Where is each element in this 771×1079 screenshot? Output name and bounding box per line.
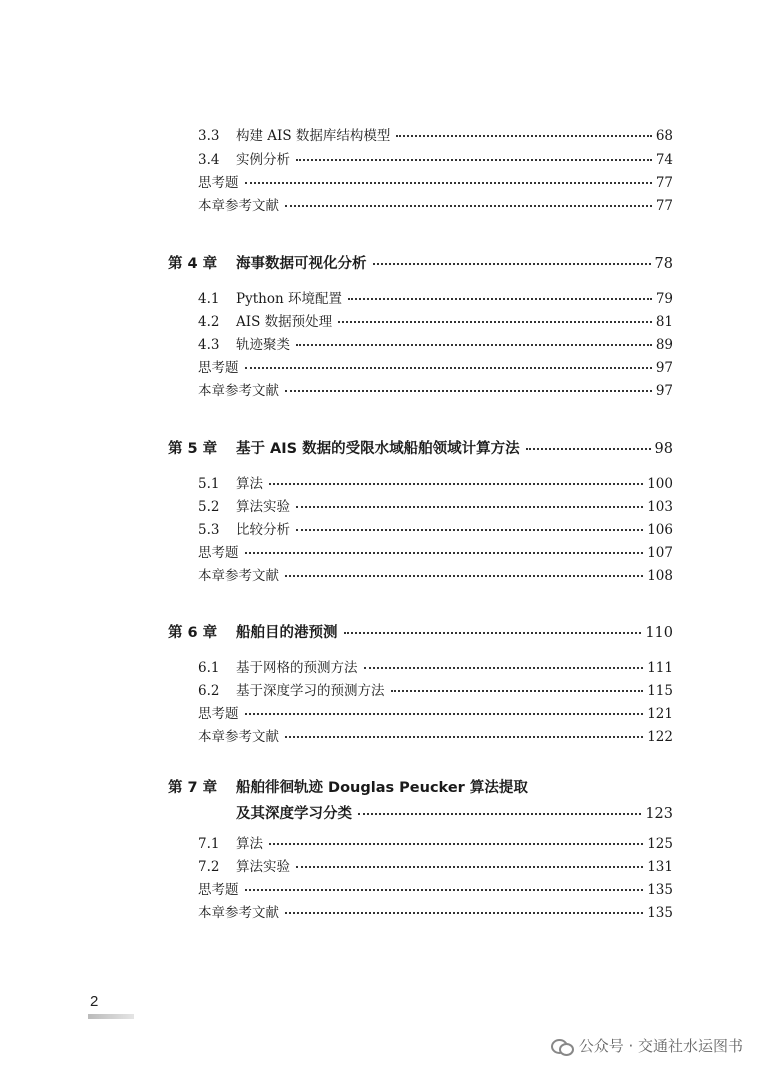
page-number: 81 — [655, 314, 673, 330]
chapter-title-continued: 及其深度学习分类 — [236, 806, 352, 822]
page-number: 77 — [655, 198, 673, 214]
chapter-label: 第 6 章 — [168, 625, 218, 641]
page-number: 97 — [655, 360, 673, 376]
dot-leader — [296, 159, 652, 161]
page-number: 97 — [655, 383, 673, 399]
page-number: 123 — [645, 806, 673, 822]
toc-entry-7-1[interactable] — [198, 832, 673, 852]
dot-leader — [296, 344, 652, 346]
dot-leader — [285, 736, 643, 738]
section-number: 6.1 — [198, 660, 220, 676]
toc-entry-references-5[interactable] — [198, 564, 673, 584]
chapter-label: 第 5 章 — [168, 441, 218, 457]
dot-leader — [245, 552, 644, 554]
page-number: 100 — [647, 476, 673, 492]
dot-leader — [285, 205, 652, 207]
toc-entry-4-3[interactable] — [198, 333, 673, 353]
section-title: 思考题 — [198, 360, 239, 376]
page-number: 98 — [654, 441, 673, 457]
toc-entry-6-2[interactable] — [198, 679, 673, 699]
section-title: 基于深度学习的预测方法 — [236, 683, 385, 699]
dot-leader — [391, 690, 644, 692]
dot-leader — [373, 263, 651, 265]
section-number: 6.2 — [198, 683, 220, 699]
toc-chapter-7-line-1[interactable] — [168, 776, 528, 797]
section-number: 7.2 — [198, 859, 220, 875]
toc-entry-3-4[interactable] — [198, 148, 673, 168]
dot-leader — [526, 448, 651, 450]
dot-leader — [296, 506, 643, 508]
toc-entry-7-2[interactable] — [198, 855, 673, 875]
section-title: 基于网格的预测方法 — [236, 660, 358, 676]
wechat-icon — [551, 1037, 573, 1055]
toc-chapter-5[interactable] — [168, 437, 673, 458]
toc-entry-questions-7[interactable] — [198, 878, 673, 898]
page-number: 108 — [647, 568, 673, 584]
section-title: 比较分析 — [236, 522, 290, 538]
page-number: 125 — [647, 836, 673, 852]
toc-entry-questions-4[interactable] — [198, 356, 673, 376]
dot-leader — [245, 182, 652, 184]
toc-entry-questions-5[interactable] — [198, 541, 673, 561]
page-number: 103 — [647, 499, 673, 515]
section-title: 实例分析 — [236, 152, 290, 168]
toc-entry-questions-3[interactable] — [198, 171, 673, 191]
section-number: 3.3 — [198, 128, 220, 144]
toc-entry-references-4[interactable] — [198, 379, 673, 399]
dot-leader — [269, 483, 643, 485]
chapter-title: 基于 AIS 数据的受限水域船舶领域计算方法 — [236, 441, 520, 457]
section-title: 本章参考文献 — [198, 198, 279, 214]
toc-chapter-6[interactable] — [168, 621, 673, 642]
page-number: 135 — [647, 882, 673, 898]
footer-page-number: 2 — [90, 993, 99, 1010]
section-title: 轨迹聚类 — [236, 337, 290, 353]
footer-page-bar — [88, 1014, 134, 1019]
section-title: 算法 — [236, 476, 263, 492]
chapter-label: 第 4 章 — [168, 256, 218, 272]
section-title: 本章参考文献 — [198, 729, 279, 745]
section-number: 4.2 — [198, 314, 220, 330]
watermark-text: 公众号 · 交通社水运图书 — [578, 1037, 743, 1055]
section-title: 算法实验 — [236, 499, 290, 515]
page-number: 79 — [655, 291, 673, 307]
toc-entry-5-2[interactable] — [198, 495, 673, 515]
section-number: 7.1 — [198, 836, 220, 852]
toc-entry-3-3[interactable] — [198, 124, 673, 144]
section-title: 思考题 — [198, 706, 239, 722]
dot-leader — [285, 912, 643, 914]
dot-leader — [364, 667, 644, 669]
dot-leader — [348, 298, 652, 300]
dot-leader — [338, 321, 652, 323]
section-title: Python 环境配置 — [236, 291, 342, 307]
section-number: 4.3 — [198, 337, 220, 353]
toc-entry-5-3[interactable] — [198, 518, 673, 538]
toc-entry-references-7[interactable] — [198, 901, 673, 921]
dot-leader — [396, 135, 651, 137]
dot-leader — [245, 889, 644, 891]
dot-leader — [269, 843, 643, 845]
page-number: 89 — [655, 337, 673, 353]
toc-entry-4-2[interactable] — [198, 310, 673, 330]
dot-leader — [358, 813, 641, 815]
chapter-title: 船舶徘徊轨迹 Douglas Peucker 算法提取 — [236, 780, 528, 796]
chapter-title: 船舶目的港预测 — [236, 625, 338, 641]
page-number: 74 — [655, 152, 673, 168]
page-number: 68 — [655, 128, 673, 144]
dot-leader — [296, 866, 643, 868]
section-title: 本章参考文献 — [198, 383, 279, 399]
section-title: AIS 数据预处理 — [236, 314, 333, 330]
toc-entry-questions-6[interactable] — [198, 702, 673, 722]
page-number: 115 — [647, 683, 673, 699]
page-number: 135 — [647, 905, 673, 921]
dot-leader — [285, 390, 652, 392]
toc-entry-4-1[interactable] — [198, 287, 673, 307]
toc-entry-references-6[interactable] — [198, 725, 673, 745]
section-number: 4.1 — [198, 291, 220, 307]
section-title: 思考题 — [198, 545, 239, 561]
watermark — [551, 1035, 743, 1056]
section-title: 算法实验 — [236, 859, 290, 875]
page-number: 110 — [645, 625, 673, 641]
page-number: 121 — [647, 706, 673, 722]
dot-leader — [245, 367, 652, 369]
toc-chapter-4[interactable] — [168, 252, 673, 273]
page-number: 122 — [647, 729, 673, 745]
section-title: 思考题 — [198, 175, 239, 191]
page-number: 78 — [654, 256, 673, 272]
page-number: 106 — [647, 522, 673, 538]
page-number: 111 — [647, 660, 673, 676]
toc-entry-references-3[interactable] — [198, 194, 673, 214]
section-number: 5.2 — [198, 499, 220, 515]
page-number: 131 — [647, 859, 673, 875]
section-title: 本章参考文献 — [198, 905, 279, 921]
dot-leader — [296, 529, 643, 531]
section-number: 5.1 — [198, 476, 220, 492]
page-number: 77 — [655, 175, 673, 191]
dot-leader — [285, 575, 643, 577]
section-title: 思考题 — [198, 882, 239, 898]
chapter-label: 第 7 章 — [168, 780, 218, 796]
page-number: 107 — [647, 545, 673, 561]
toc-chapter-7-line-2[interactable] — [236, 802, 673, 823]
section-number: 5.3 — [198, 522, 220, 538]
toc-entry-5-1[interactable] — [198, 472, 673, 492]
section-title: 本章参考文献 — [198, 568, 279, 584]
chapter-title: 海事数据可视化分析 — [236, 256, 367, 272]
section-title: 算法 — [236, 836, 263, 852]
dot-leader — [245, 713, 644, 715]
dot-leader — [344, 632, 642, 634]
section-number: 3.4 — [198, 152, 220, 168]
section-title: 构建 AIS 数据库结构模型 — [236, 128, 391, 144]
toc-entry-6-1[interactable] — [198, 656, 673, 676]
